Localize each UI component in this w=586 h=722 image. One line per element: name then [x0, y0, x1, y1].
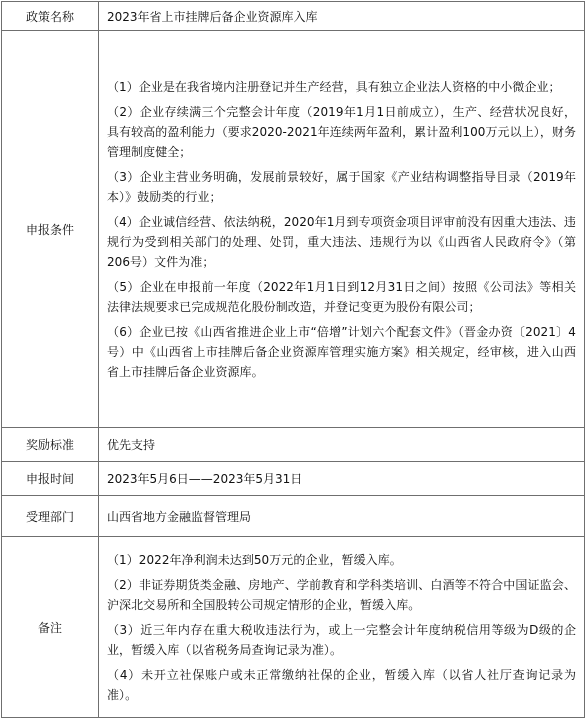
condition-item-1: （1）企业是在我省境内注册登记并生产经营，具有独立企业法人资格的中小微企业；	[107, 79, 561, 94]
label-department: 受理部门	[2, 496, 99, 537]
label-remarks: 备注	[2, 537, 99, 718]
label-award: 奖励标准	[2, 428, 99, 462]
row-apply-time	[2, 462, 585, 496]
row-conditions	[2, 31, 585, 428]
remark-item-3: （3）近三年内存在重大税收违法行为，或上一完整会计年度纳税信用等级为D级的企业，暂缓入库（以省税务局查询记录为准）。	[107, 622, 576, 657]
condition-item-6: （6）企业已按《山西省推进企业上市“倍增”计划六个配套文件》（晋金办资〔2021〕4号）中《山西省上市挂牌后备企业资源库管理实施方案》相关规定，经审核，进入山西省上市挂牌后备企业资源库。	[107, 324, 576, 379]
row-remarks	[2, 537, 585, 718]
row-policy-name	[2, 2, 585, 31]
value-apply-time: 2023年5月6日——2023年5月31日	[99, 462, 585, 496]
condition-item-4: （4）企业诚信经营、依法纳税，2020年1月到专项资金项目评审前没有因重大违法、违规行为受到相关部门的处理、处罚，重大违法、违规行为以《山西省人民政府令》（第206号）文件为准；	[107, 214, 576, 269]
value-remarks	[99, 537, 585, 718]
condition-item-3: （3）企业主营业务明确，发展前景较好，属于国家《产业结构调整指导目录（2019年本）》鼓励类的行业；	[107, 169, 576, 204]
value-policy-name: 2023年省上市挂牌后备企业资源库入库	[99, 2, 585, 31]
value-department: 山西省地方金融监督管理局	[99, 496, 585, 537]
remark-item-1: （1）2022年净利润未达到50万元的企业，暂缓入库。	[107, 552, 402, 567]
policy-table	[1, 1, 585, 718]
value-award: 优先支持	[99, 428, 585, 462]
value-conditions	[99, 31, 585, 428]
label-conditions: 申报条件	[2, 31, 99, 428]
condition-item-2: （2）企业存续满三个完整会计年度（2019年1月1日前成立），生产、经营状况良好，具有较高的盈利能力（要求2020-2021年连续两年盈利，累计盈利100万元以上），财务管理制度健全；	[107, 104, 576, 159]
remark-item-2: （2）非证券期货类金融、房地产、学前教育和学科类培训、白酒等不符合中国证监会、沪深北交易所和全国股转公司规定情形的企业，暂缓入库。	[107, 577, 576, 612]
label-apply-time: 申报时间	[2, 462, 99, 496]
row-department	[2, 496, 585, 537]
remark-item-4: （4）未开立社保账户或未正常缴纳社保的企业，暂缓入库（以省人社厅查询记录为准）。	[107, 667, 576, 702]
row-award	[2, 428, 585, 462]
label-policy-name: 政策名称	[2, 2, 99, 31]
condition-item-5: （5）企业在申报前一年度（2022年1月1日到12月31日之间）按照《公司法》等相关法律法规要求已完成规范化股份制改造，并登记变更为股份有限公司；	[107, 279, 576, 314]
